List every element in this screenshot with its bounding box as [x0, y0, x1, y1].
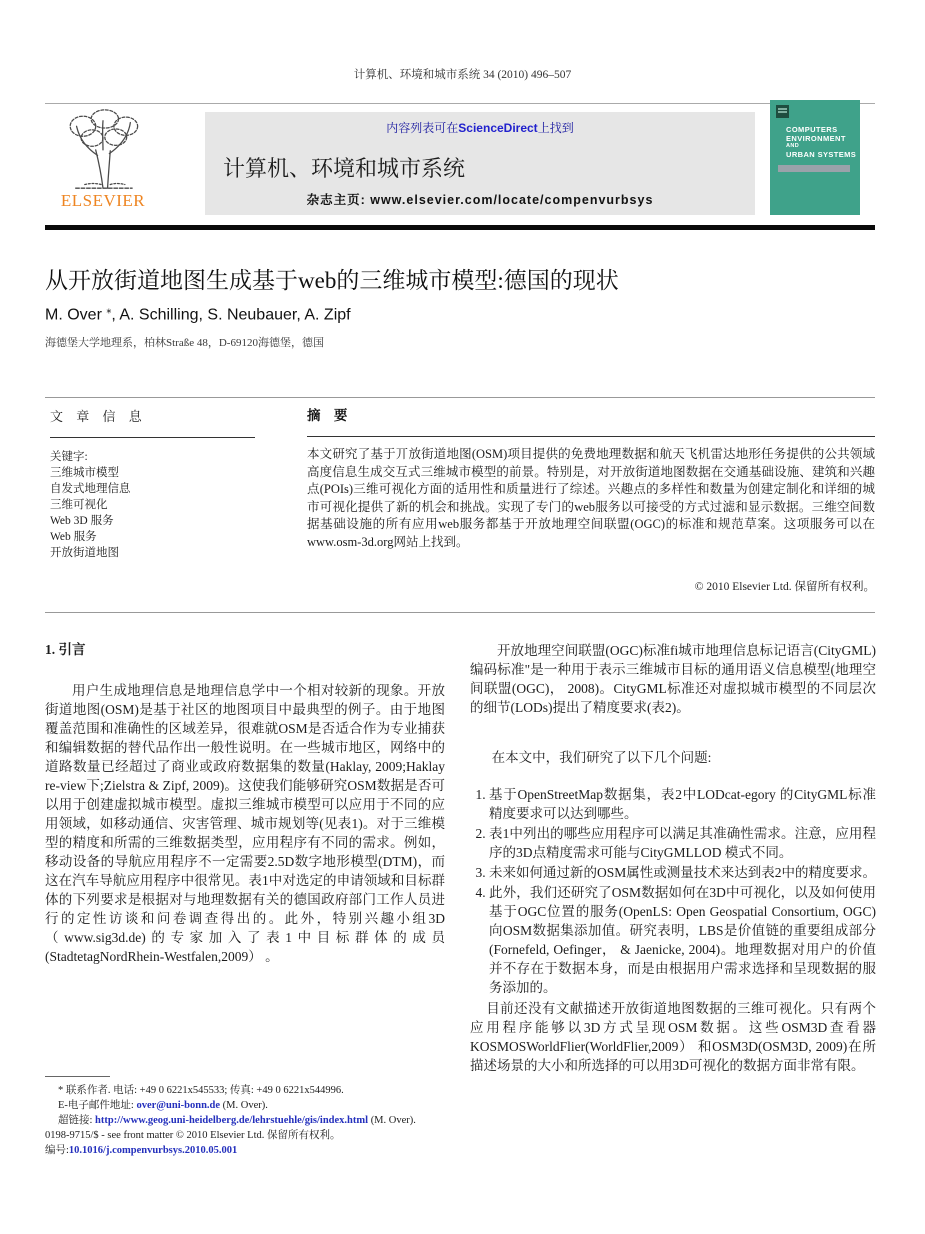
research-questions-list — [470, 785, 876, 997]
email-label: E-电子邮件地址: — [58, 1100, 137, 1111]
cover-publisher-icon — [776, 105, 789, 118]
keyword: Web 3D 服务 — [50, 515, 114, 527]
footnote-block — [45, 1076, 445, 1158]
header-divider-rule — [45, 225, 875, 230]
meta-top-rule — [45, 397, 875, 398]
article-info-underline — [50, 437, 255, 438]
cover-title-line: COMPUTERS — [786, 125, 838, 134]
abstract-heading: 摘 要 — [307, 408, 353, 423]
homepage-label: 杂志主页: — [306, 193, 371, 207]
doi-link[interactable]: 10.1016/j.compenvurbsys.2010.05.001 — [68, 1145, 238, 1156]
cover-title-line: AND — [786, 143, 800, 149]
abstract-column — [307, 404, 875, 594]
banner-top-rule — [45, 103, 875, 104]
abstract-underline — [307, 436, 875, 437]
elsevier-wordmark: ELSEVIER — [60, 191, 146, 210]
hyperlink-footnote — [58, 1113, 445, 1128]
sciencedirect-brand[interactable]: ScienceDirect — [458, 121, 538, 135]
journal-cover-thumbnail[interactable] — [770, 100, 860, 215]
article-info-heading: 文 章 信 息 — [50, 409, 147, 424]
elsevier-logo — [48, 108, 158, 218]
cover-title — [786, 125, 856, 159]
keyword: 三维城市模型 — [50, 467, 119, 479]
author-names: , A. Schilling, S. Neubauer, A. Zipf — [111, 306, 351, 324]
ogc-paragraph: 开放地理空间联盟(OGC)标准fi城市地理信息标记语言(CityGML)编码标准"是一种用于表示三维城市目标的通用语义信息模型(地理空间联盟(OGC)， 2008)。CityGML标准还对虚拟城市模型的不同层次的细节(LODs)提出了精度要求(表2)。 — [470, 643, 876, 715]
body-right-column — [470, 638, 876, 1075]
keyword: 开放街道地图 — [50, 547, 119, 559]
email-link[interactable]: over@uni-bonn.de — [136, 1100, 221, 1111]
body-left-column — [45, 638, 445, 966]
sciencedirect-link[interactable] — [205, 112, 755, 136]
contents-suffix: 上找到 — [537, 121, 574, 135]
cover-title-line: ENVIRONMENT — [786, 134, 846, 143]
elsevier-tree-icon — [57, 108, 149, 190]
list-item: 2. 表1中列出的哪些应用程序可以满足其准确性需求。注意，应用程序的3D点精度需求可能与CityGMLLOD 模式不同。 — [489, 824, 876, 862]
affiliation: 海德堡大学地理系，柏林Straße 48，D-69120海德堡，德国 — [45, 337, 324, 349]
related-work-paragraph: 目前还没有文献描述开放街道地图数据的三维可视化。只有两个应用程序能够以3D方式呈现OSM数据。这些OSM3D查看器KOSMOSWorldFlier(WorldFlier,2009） 和OSM3D(OSM3D, 2009)在所描述场景的大小和所选择的可以用3D可视化的数据方面非常有限。 — [470, 1001, 876, 1073]
intro-paragraph: 用户生成地理信息是地理信息学中一个相对较新的现象。开放街道地图(OSM)是基于社区的地图项目中最典型的例子。由于地图覆盖范围和准确性的区域差异，很难就OSM是否适合作为专业捕获和编辑数据的替代品作出一般性说明。在一些城市地区，网络中的道路数量已经超过了商业或政府数据集的数量(Haklay, 2009;Haklay re-view下;Zielstra & Zipf, 2009)。这使我们能够研究OSM数据是否可以用于创建虚拟城市模型。虚拟三维城市模型可以应用于不同的应用领域，如移动通信、灾害管理、城市规划等(见表1)。对于三维模型的精度和所需的三维数据类型，应用程序有不同的需求。例如，移动设备的导航应用程序不一定需要2.5D数字地形模型(DTM)，而这在汽车导航应用程序中很常见。表1中对选定的申请领域和目标群体的下列要求是根据对与地理数据有关的德国政府部门工作人员进行的定性访谈和问卷调查得出的。此外，特别兴趣小组3D （www.sig3d.de)的专家加入了表1中目标群体的成员(StadtetagNordRhein-Westfalen,2009） 。 — [45, 683, 445, 964]
keyword: 自发式地理信息 — [50, 483, 131, 495]
author-list — [45, 305, 351, 324]
article-info-column — [50, 406, 290, 561]
abstract-bottom-rule — [45, 612, 875, 613]
keyword: 三维可视化 — [50, 499, 108, 511]
article-title: 从开放街道地图生成基于web的三维城市模型:德国的现状 — [45, 268, 619, 293]
cover-title-line: URBAN SYSTEMS — [786, 150, 857, 159]
corresponding-author-mark: ⁎ — [106, 305, 112, 316]
journal-banner — [205, 112, 755, 215]
footnote-rule — [45, 1076, 110, 1077]
section-heading-introduction: 1. 引言 — [45, 642, 86, 657]
contact-footnote: * 联系作者. 电话: +49 0 6221x545533; 传真: +49 0 6221x544996. — [58, 1085, 344, 1096]
homepage-url-link[interactable]: www.elsevier.com/locate/compenvurbsys — [370, 193, 654, 207]
copyright-notice: © 2010 Elsevier Ltd. 保留所有权利。 — [694, 581, 875, 593]
contents-prefix: 内容列表可在 — [386, 121, 459, 135]
email-footnote — [58, 1098, 445, 1113]
list-item: 4. 此外，我们还研究了OSM数据如何在3D中可视化，以及如何使用基于OGC位置的服务(OpenLS: Open Geospatial Consortium, OGC)向OSM数据集添加值。研究表明，LBS是价值链的重要组成部分(Fornefeld, Oefinger， & Jaenicke, 2004)。地理数据对用户的价值并不存在于数据本身，而是由根据用户需求选择和呈现数据的服务添加的。 — [489, 883, 876, 997]
list-item: 3. 未来如何通过新的OSM属性或测量技术来达到表2中的精度要求。 — [489, 863, 876, 882]
journal-homepage-line — [205, 190, 755, 208]
hyperlink-label: 超链接: — [58, 1115, 96, 1126]
journal-title: 计算机、环境和城市系统 — [223, 156, 466, 181]
keyword: Web 服务 — [50, 531, 97, 543]
abstract-text: 本文研究了基于丌放街道地图(OSM)项目提供的免费地理数据和航天飞机雷达地形任务提供的公共领域高度信息生成交互式三维城市模型的前景。特别是，对开放街道地图数据在交通基础设施、建筑和兴趣点(POIs)三维可视化方面的适用性和质量进行了综述。兴趣点的多样性和数量为创建定制化和详细的城市可视化提供了新的机会和挑战。实现了专门的web服务以可接受的方式过滤和显示数据。三维空间数据基础设施的所有应用web服务都基于开放地理空间联盟(OGC)的标准和规范草案。这项服务可以在www.osm-3d.org网站上找到。 — [307, 447, 875, 549]
doi-line — [45, 1143, 445, 1158]
issn-line: 0198-9715/$ - see front matter © 2010 Elsevier Ltd. 保留所有权利。 — [45, 1130, 341, 1141]
hyperlink-suffix: (M. Over). — [368, 1115, 416, 1126]
homepage-hyperlink[interactable]: http://www.geog.uni-heidelberg.de/lehrstuehle/gis/index.html — [95, 1115, 369, 1126]
author-name: M. Over — [45, 306, 107, 324]
running-head-citation: 计算机、环境和城市系统 34 (2010) 496–507 — [353, 69, 572, 81]
doi-label: 编号: — [45, 1145, 69, 1156]
questions-lead-in: 在本文中，我们研究了以下几个问题: — [491, 750, 712, 765]
email-suffix: (M. Over). — [220, 1100, 268, 1111]
list-item: 1. 基于OpenStreetMap数据集，表2中LODcat-egory 的CityGML标准精度要求可以达到哪些。 — [489, 785, 876, 823]
cover-editor-bar — [778, 165, 850, 172]
keywords-label: 关键字: — [50, 451, 88, 463]
